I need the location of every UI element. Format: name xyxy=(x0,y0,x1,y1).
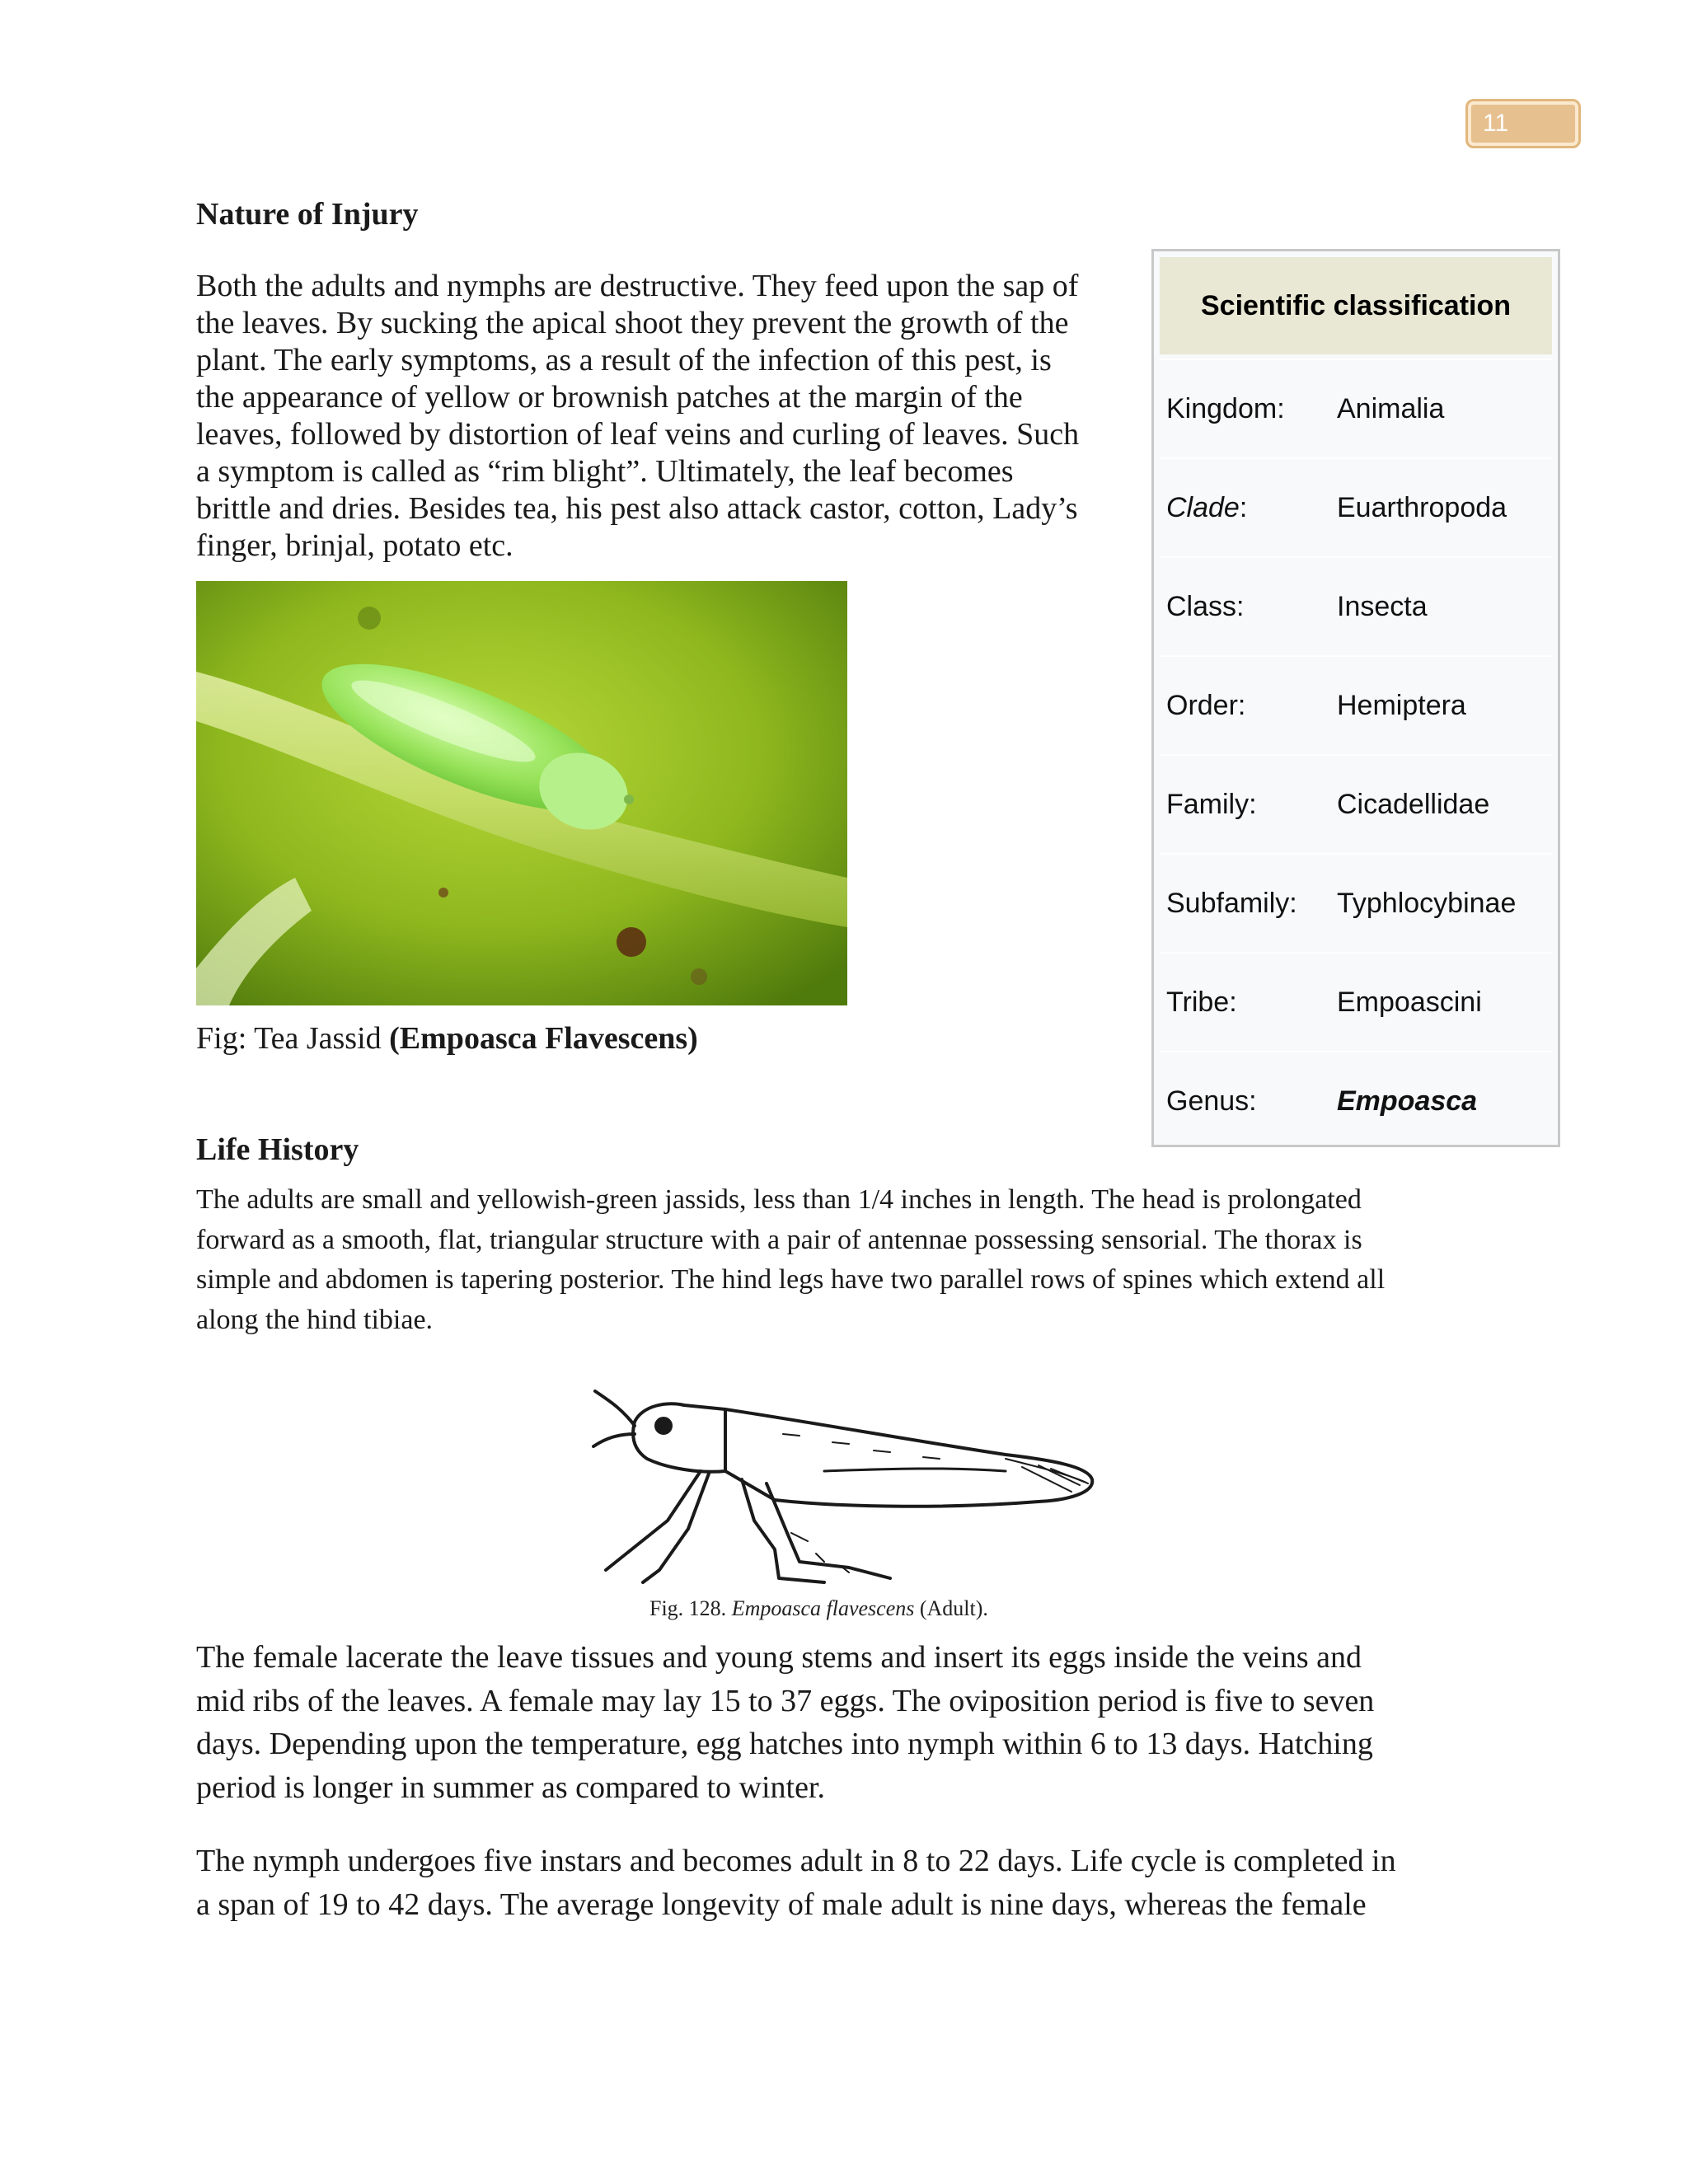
paragraph-line: leaves, followed by distortion of leaf veins and curling of leaves. Such xyxy=(196,417,1080,452)
paragraph-line: The adults are small and yellowish-green jassids, less than 1/4 inches in length. The head is prolongated xyxy=(196,1184,1362,1215)
paragraph-line: plant. The early symptoms, as a result of the infection of this pest, is xyxy=(196,343,1052,377)
rank-value: Typhlocybinae xyxy=(1337,888,1517,919)
rank-value: Empoasca xyxy=(1337,1085,1478,1117)
rank-label-italic: Clade xyxy=(1166,492,1240,523)
paragraph-line: days. Depending upon the temperature, egg hatches into nymph within 6 to 13 days. Hatching xyxy=(196,1727,1373,1761)
rank-label: Kingdom: xyxy=(1166,393,1285,424)
classification-row-tribe xyxy=(1160,952,1552,1051)
nature-of-injury-heading: Nature of Injury xyxy=(196,197,419,232)
tea-jassid-photo xyxy=(196,581,847,1005)
drawing-caption-prefix: Fig. 128. xyxy=(649,1596,732,1620)
life-history-paragraph-1 xyxy=(196,1180,1385,1340)
drawing-caption-suffix: (Adult). xyxy=(914,1596,988,1620)
paragraph-line: along the hind tibiae. xyxy=(196,1304,434,1335)
rank-value: Cicadellidae xyxy=(1337,789,1490,820)
drawing-caption-species: Empoasca flavescens xyxy=(731,1596,915,1620)
paragraph-line: forward as a smooth, flat, triangular structure with a pair of antennae possessing sensorial. The thorax is xyxy=(196,1224,1362,1255)
caption-species: (Empoasca Flavescens) xyxy=(389,1021,698,1056)
paragraph-line: the appearance of yellow or brownish patches at the margin of the xyxy=(196,380,1023,415)
paragraph-line: brittle and dries. Besides tea, his pest also attack castor, cotton, Lady’s xyxy=(196,491,1078,526)
classification-row-order xyxy=(1160,655,1552,754)
rank-label: Subfamily: xyxy=(1166,888,1297,919)
rank-value: Insecta xyxy=(1337,591,1428,622)
rank-label: Genus: xyxy=(1166,1085,1257,1117)
classification-row-subfamily xyxy=(1160,853,1552,952)
photo-caption xyxy=(196,1020,698,1057)
paragraph-line: The nymph undergoes five instars and becomes adult in 8 to 22 days. Life cycle is completed in xyxy=(196,1844,1396,1878)
page-number-badge: 11 xyxy=(1465,99,1581,148)
paragraph-line: simple and abdomen is tapering posterior. The hind legs have two parallel rows of spines which extend all xyxy=(196,1264,1386,1295)
rank-label: Family: xyxy=(1166,789,1257,820)
life-history-paragraph-2 xyxy=(196,1636,1374,1809)
adult-line-drawing xyxy=(577,1376,1104,1632)
scientific-classification-box xyxy=(1151,249,1560,1147)
rank-value: Animalia xyxy=(1337,393,1445,424)
drawing-caption xyxy=(649,1596,988,1621)
classification-title: Scientific classification xyxy=(1160,257,1552,354)
paragraph-line: a span of 19 to 42 days. The average longevity of male adult is nine days, whereas the female xyxy=(196,1886,1367,1922)
rank-value: Empoascini xyxy=(1337,987,1482,1018)
paragraph-line: Both the adults and nymphs are destructive. They feed upon the sap of xyxy=(196,269,1079,303)
nature-of-injury-paragraph xyxy=(196,268,1079,565)
classification-row-class xyxy=(1160,556,1552,655)
classification-row-family xyxy=(1160,754,1552,853)
rank-label-suffix: : xyxy=(1239,492,1248,523)
paragraph-line: mid ribs of the leaves. A female may lay 15 to 37 eggs. The oviposition period is five to seven xyxy=(196,1683,1375,1718)
paragraph-line: the leaves. By sucking the apical shoot they prevent the growth of the xyxy=(196,306,1069,340)
rank-value: Euarthropoda xyxy=(1337,492,1507,523)
paragraph-line: a symptom is called as “rim blight”. Ultimately, the leaf becomes xyxy=(196,454,1014,489)
paragraph-line: period is longer in summer as compared to winter. xyxy=(196,1769,825,1805)
rank-label xyxy=(1166,459,1247,556)
life-history-heading: Life History xyxy=(196,1132,359,1167)
classification-row-clade xyxy=(1160,457,1552,556)
rank-label: Class: xyxy=(1166,591,1245,622)
caption-prefix: Fig: Tea Jassid xyxy=(196,1021,390,1056)
paragraph-line: finger, brinjal, potato etc. xyxy=(196,528,513,563)
rank-value: Hemiptera xyxy=(1337,690,1466,721)
rank-label: Tribe: xyxy=(1166,987,1237,1018)
paragraph-line: The female lacerate the leave tissues and young stems and insert its eggs inside the veins and xyxy=(196,1640,1362,1675)
classification-row-genus xyxy=(1160,1051,1552,1150)
classification-row-kingdom xyxy=(1160,359,1552,457)
life-history-paragraph-3 xyxy=(196,1840,1396,1926)
rank-label: Order: xyxy=(1166,690,1246,721)
